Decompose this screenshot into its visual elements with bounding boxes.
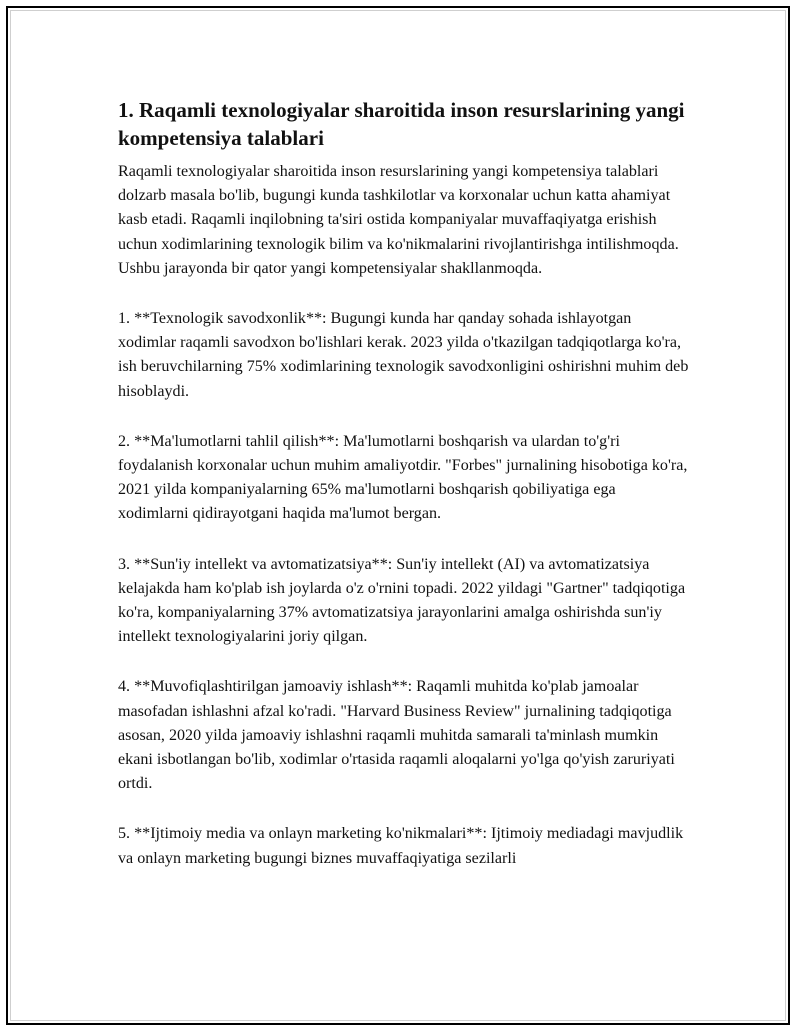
paragraph-technological-literacy: 1. **Texnologik savodxonlik**: Bugungi kunda har qanday sohada ishlayotgan xodimlar raqamli savodxon bo'lishlari kerak. 2023 yilda o'tkazilgan tadqiqotlarga ko'ra, ish beruvchilarning 75% xodimlarining texnologik savodxonligini oshirishni muhim deb hisoblaydi. bbox=[118, 310, 689, 400]
section-title: 1. Raqamli texnologiyalar sharoitida inson resurslarining yangi kompetensiya talablari bbox=[118, 98, 685, 150]
paragraph-data-analysis: 2. **Ma'lumotlarni tahlil qilish**: Ma'lumotlarni boshqarish va ulardan to'g'ri foydalanish korxonalar uchun muhim amaliyotdir. "Forbes" jurnalining hisobotiga ko'ra, 2021 yilda kompaniyalarning 65% ma'lumotlarni boshqarish qobiliyatiga ega xodimlarni qidirayotgani haqida ma'lumot bergan. bbox=[118, 432, 688, 523]
paragraph-team-collaboration: 4. **Muvofiqlashtirilgan jamoaviy ishlash**: Raqamli muhitda ko'plab jamoalar masofadan ishlashni afzal ko'radi. "Harvard Business Review" jurnalining tadqiqotiga asosan, 2020 yilda jamoaviy ishlashni raqamli muhitda samarali ta'minlash mumkin ekani isbotlangan bo'lib, xodimlar o'rtasida raqamli aloqalarni yo'lga qo'yish zaruriyati ortdi. bbox=[118, 678, 675, 793]
document-content bbox=[118, 96, 690, 897]
document-page bbox=[6, 6, 790, 1025]
paragraph-social-media-marketing: 5. **Ijtimoiy media va onlayn marketing ko'nikmalari**: Ijtimoiy mediadagi mavjudlik va onlayn marketing bugungi biznes muvaffaqiyatiga sezilarli bbox=[118, 825, 684, 867]
paragraph-ai-automation: 3. **Sun'iy intellekt va avtomatizatsiya**: Sun'iy intellekt (AI) va avtomatizatsiya kelajakda ham ko'plab ish joylarda o'z o'rnini topadi. 2022 yildagi "Gartner" tadqiqotiga ko'ra, kompaniyalarning 37% avtomatizatsiya jarayonlarini amalga oshirishda sun'iy intellekt texnologiyalarini joriy qilgan. bbox=[118, 555, 686, 646]
intro-paragraph: Raqamli texnologiyalar sharoitida inson resurslarining yangi kompetensiya talablari dolzarb masala bo'lib, bugungi kunda tashkilotlar va korxonalar uchun katta ahamiyat kasb etadi. Raqamli inqilobning ta'siri ostida kompaniyalar muvaffaqiyatga erishish uchun xodimlarining texnologik bilim va ko'nikmalarini rivojlantirishga intilishmoqda. Ushbu jarayonda bir qator yangi kompetensiyalar shakllanmoqda. bbox=[118, 163, 679, 277]
